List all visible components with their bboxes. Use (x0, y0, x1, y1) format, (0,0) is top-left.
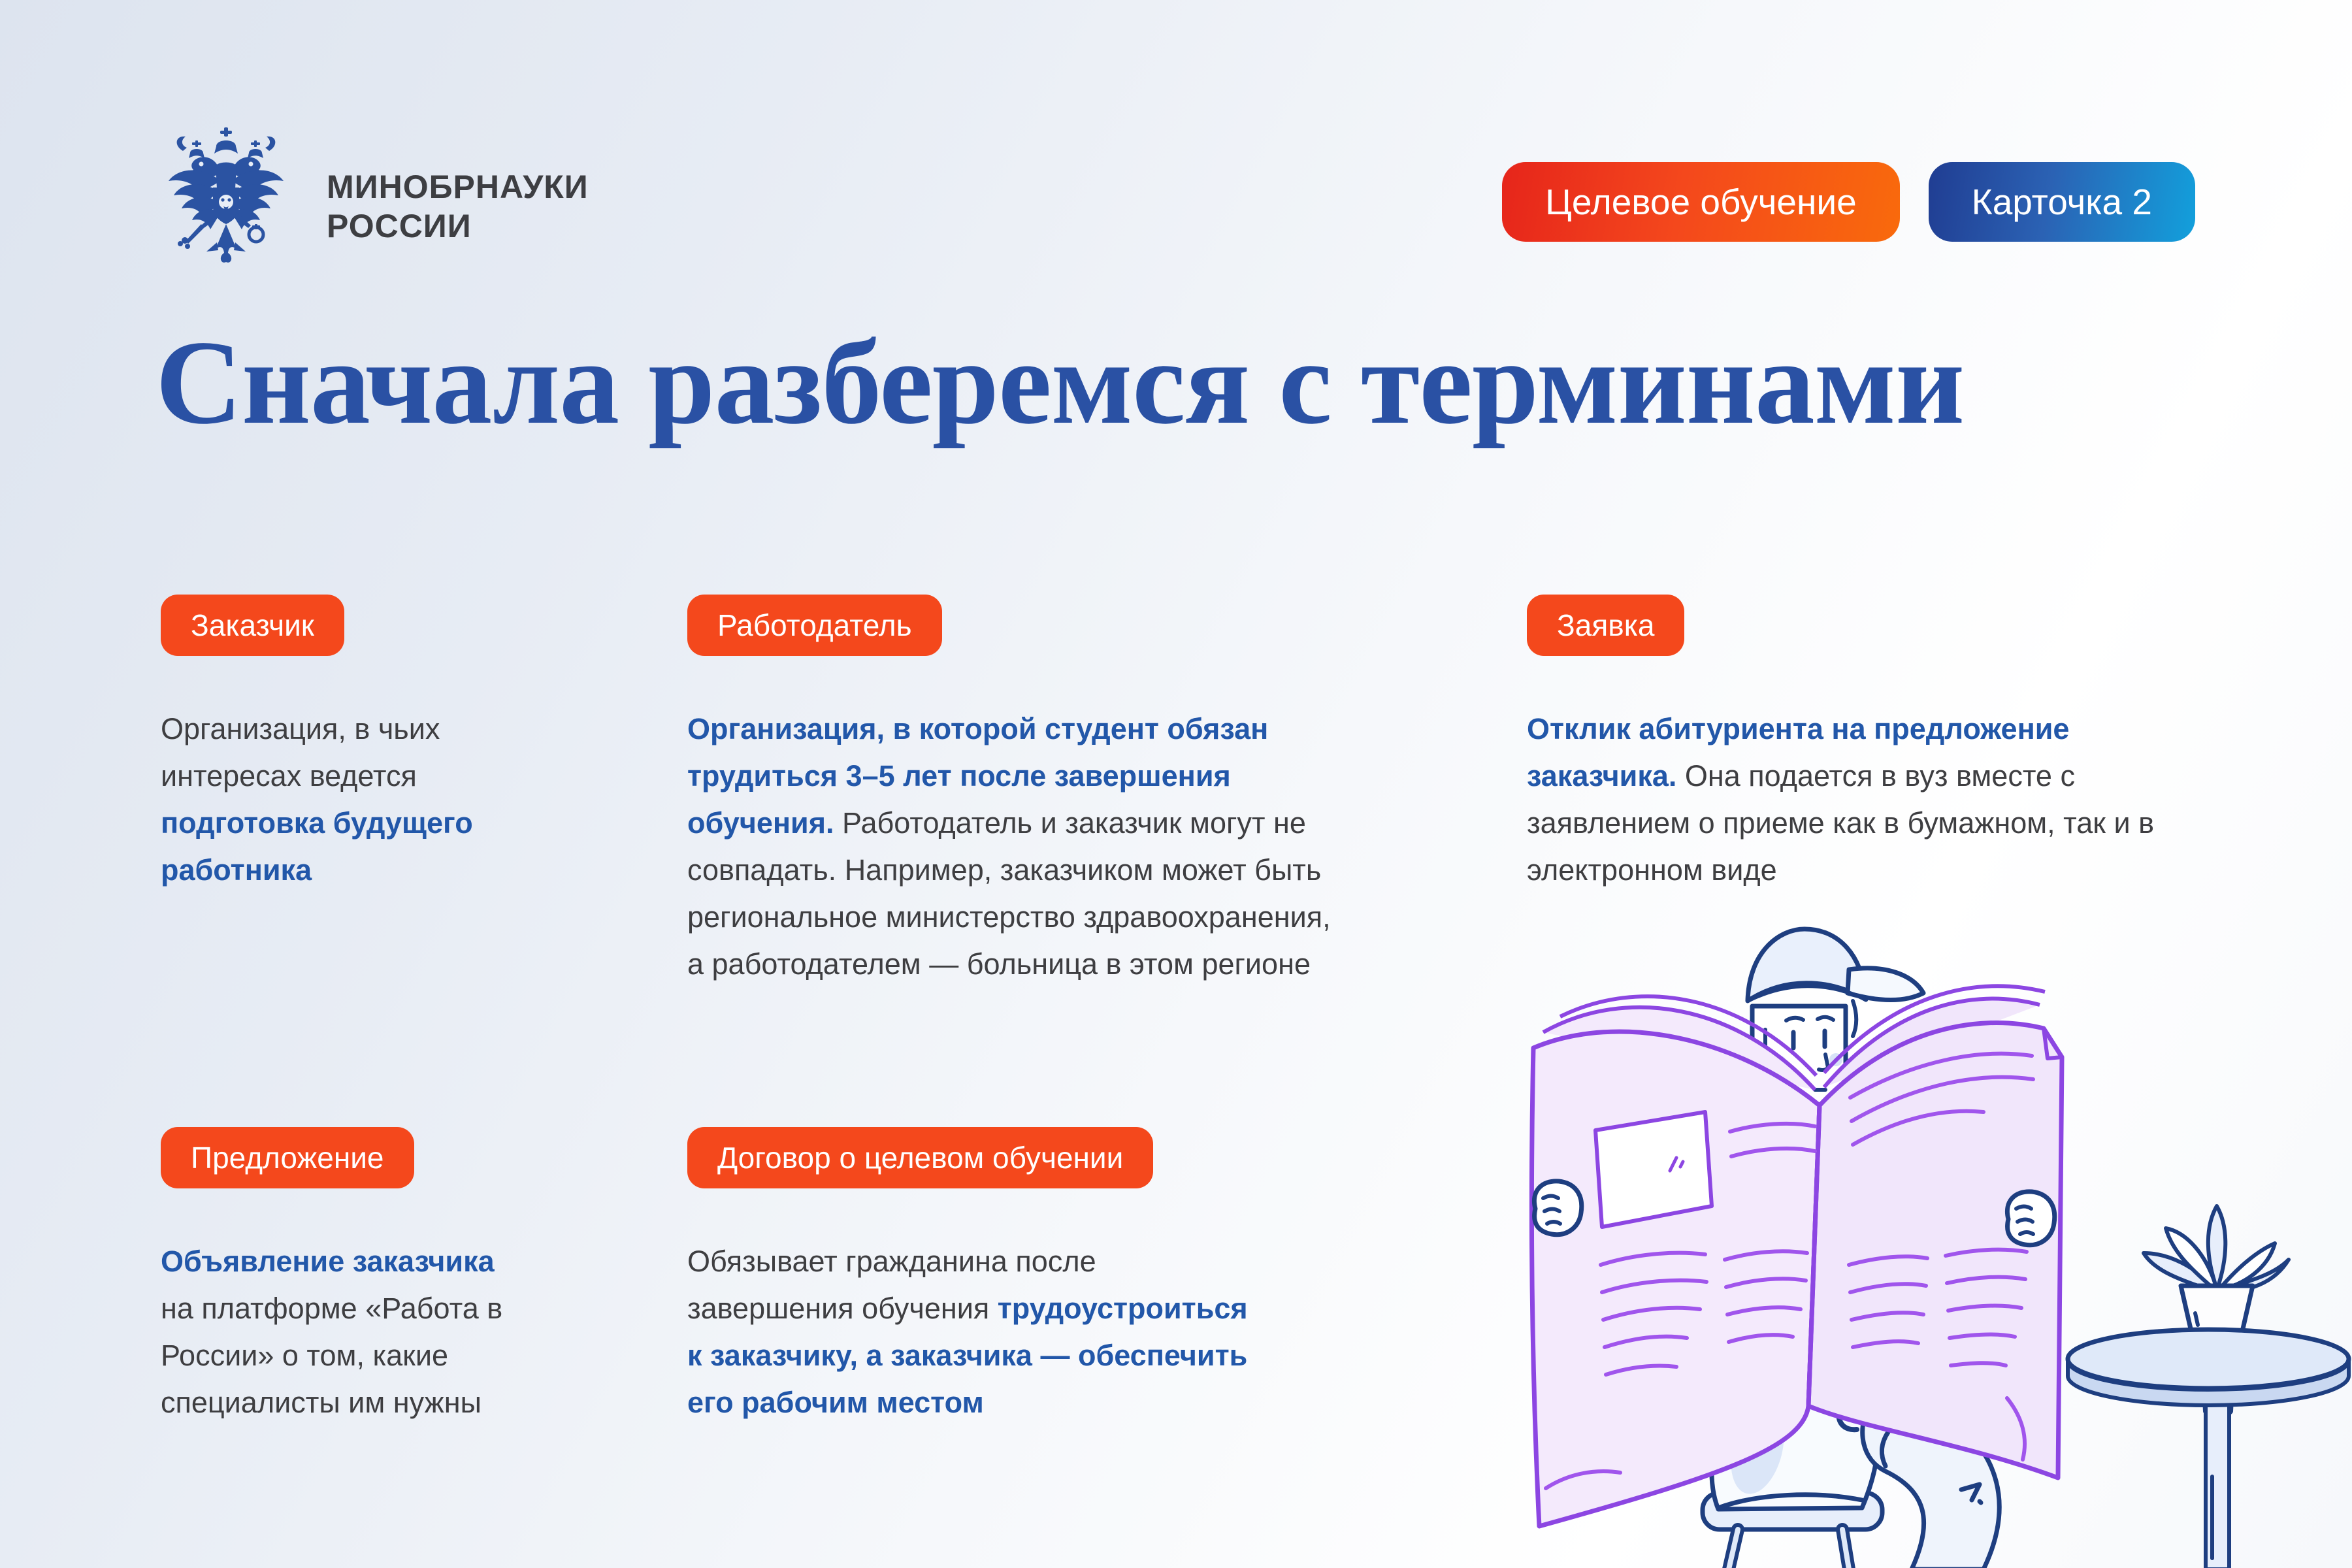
card-number-badge: Карточка 2 (1929, 162, 2195, 242)
term-card-predlozhenie (161, 1127, 553, 1426)
term-badge-predlozhenie: Предложение (161, 1127, 414, 1188)
ministry-name-line1: МИНОБРНАУКИ (327, 169, 589, 205)
page-title: Сначала разберемся с терминами (155, 316, 1965, 449)
ministry-name (327, 167, 589, 246)
term-description-zakazchik (161, 706, 527, 894)
text-segment-emphasis: Организация, в которой студент обязан трудиться 3–5 лет после завершения обучения. (687, 712, 1269, 840)
ministry-emblem-eagle-icon (161, 124, 291, 272)
text-segment: Обязывает гражданина после завершения обучения (687, 1245, 1096, 1325)
term-badge-rabotodatel: Работодатель (687, 595, 942, 656)
person-reading-newspaper-illustration (1522, 902, 2352, 1568)
ministry-name-line2: РОССИИ (327, 208, 472, 244)
text-segment-emphasis: Объявление заказчика (161, 1245, 495, 1278)
term-badge-dogovor: Договор о целевом обучении (687, 1127, 1153, 1188)
text-segment-emphasis: трудоустроиться к заказчику, а заказчика — обеспечить его рабочим местом (687, 1292, 1248, 1419)
term-description-rabotodatel (687, 706, 1347, 988)
term-description-predlozhenie (161, 1238, 527, 1426)
term-description-zayavka (1527, 706, 2200, 894)
text-segment-emphasis: Отклик абитуриента на предложение заказчика. (1527, 712, 2070, 792)
term-card-zayavka (1527, 595, 2200, 894)
text-segment: на платформе «Работа в России» о том, какие специалисты им нужны (161, 1292, 503, 1419)
term-card-dogovor (687, 1127, 1347, 1426)
header-badges (1502, 162, 2195, 242)
text-segment: Она подается в вуз вместе с заявлением о приеме как в бумажном, так и в электронном виде (1527, 759, 2155, 887)
term-badge-zakazchik: Заказчик (161, 595, 344, 656)
round-table (2068, 1206, 2349, 1568)
text-segment: Организация, в чьих интересах ведется (161, 712, 440, 792)
term-card-rabotodatel (687, 595, 1347, 988)
term-description-dogovor (687, 1238, 1249, 1426)
text-segment: Работодатель и заказчик могут не совпадать. Например, заказчиком может быть региональное министерство здравоохранения, а работодателем — больница в этом регионе (687, 806, 1331, 981)
term-badge-zayavka: Заявка (1527, 595, 1684, 656)
term-card-zakazchik (161, 595, 553, 894)
topic-badge: Целевое обучение (1502, 162, 1900, 242)
text-segment-emphasis: подготовка будущего работника (161, 806, 473, 887)
